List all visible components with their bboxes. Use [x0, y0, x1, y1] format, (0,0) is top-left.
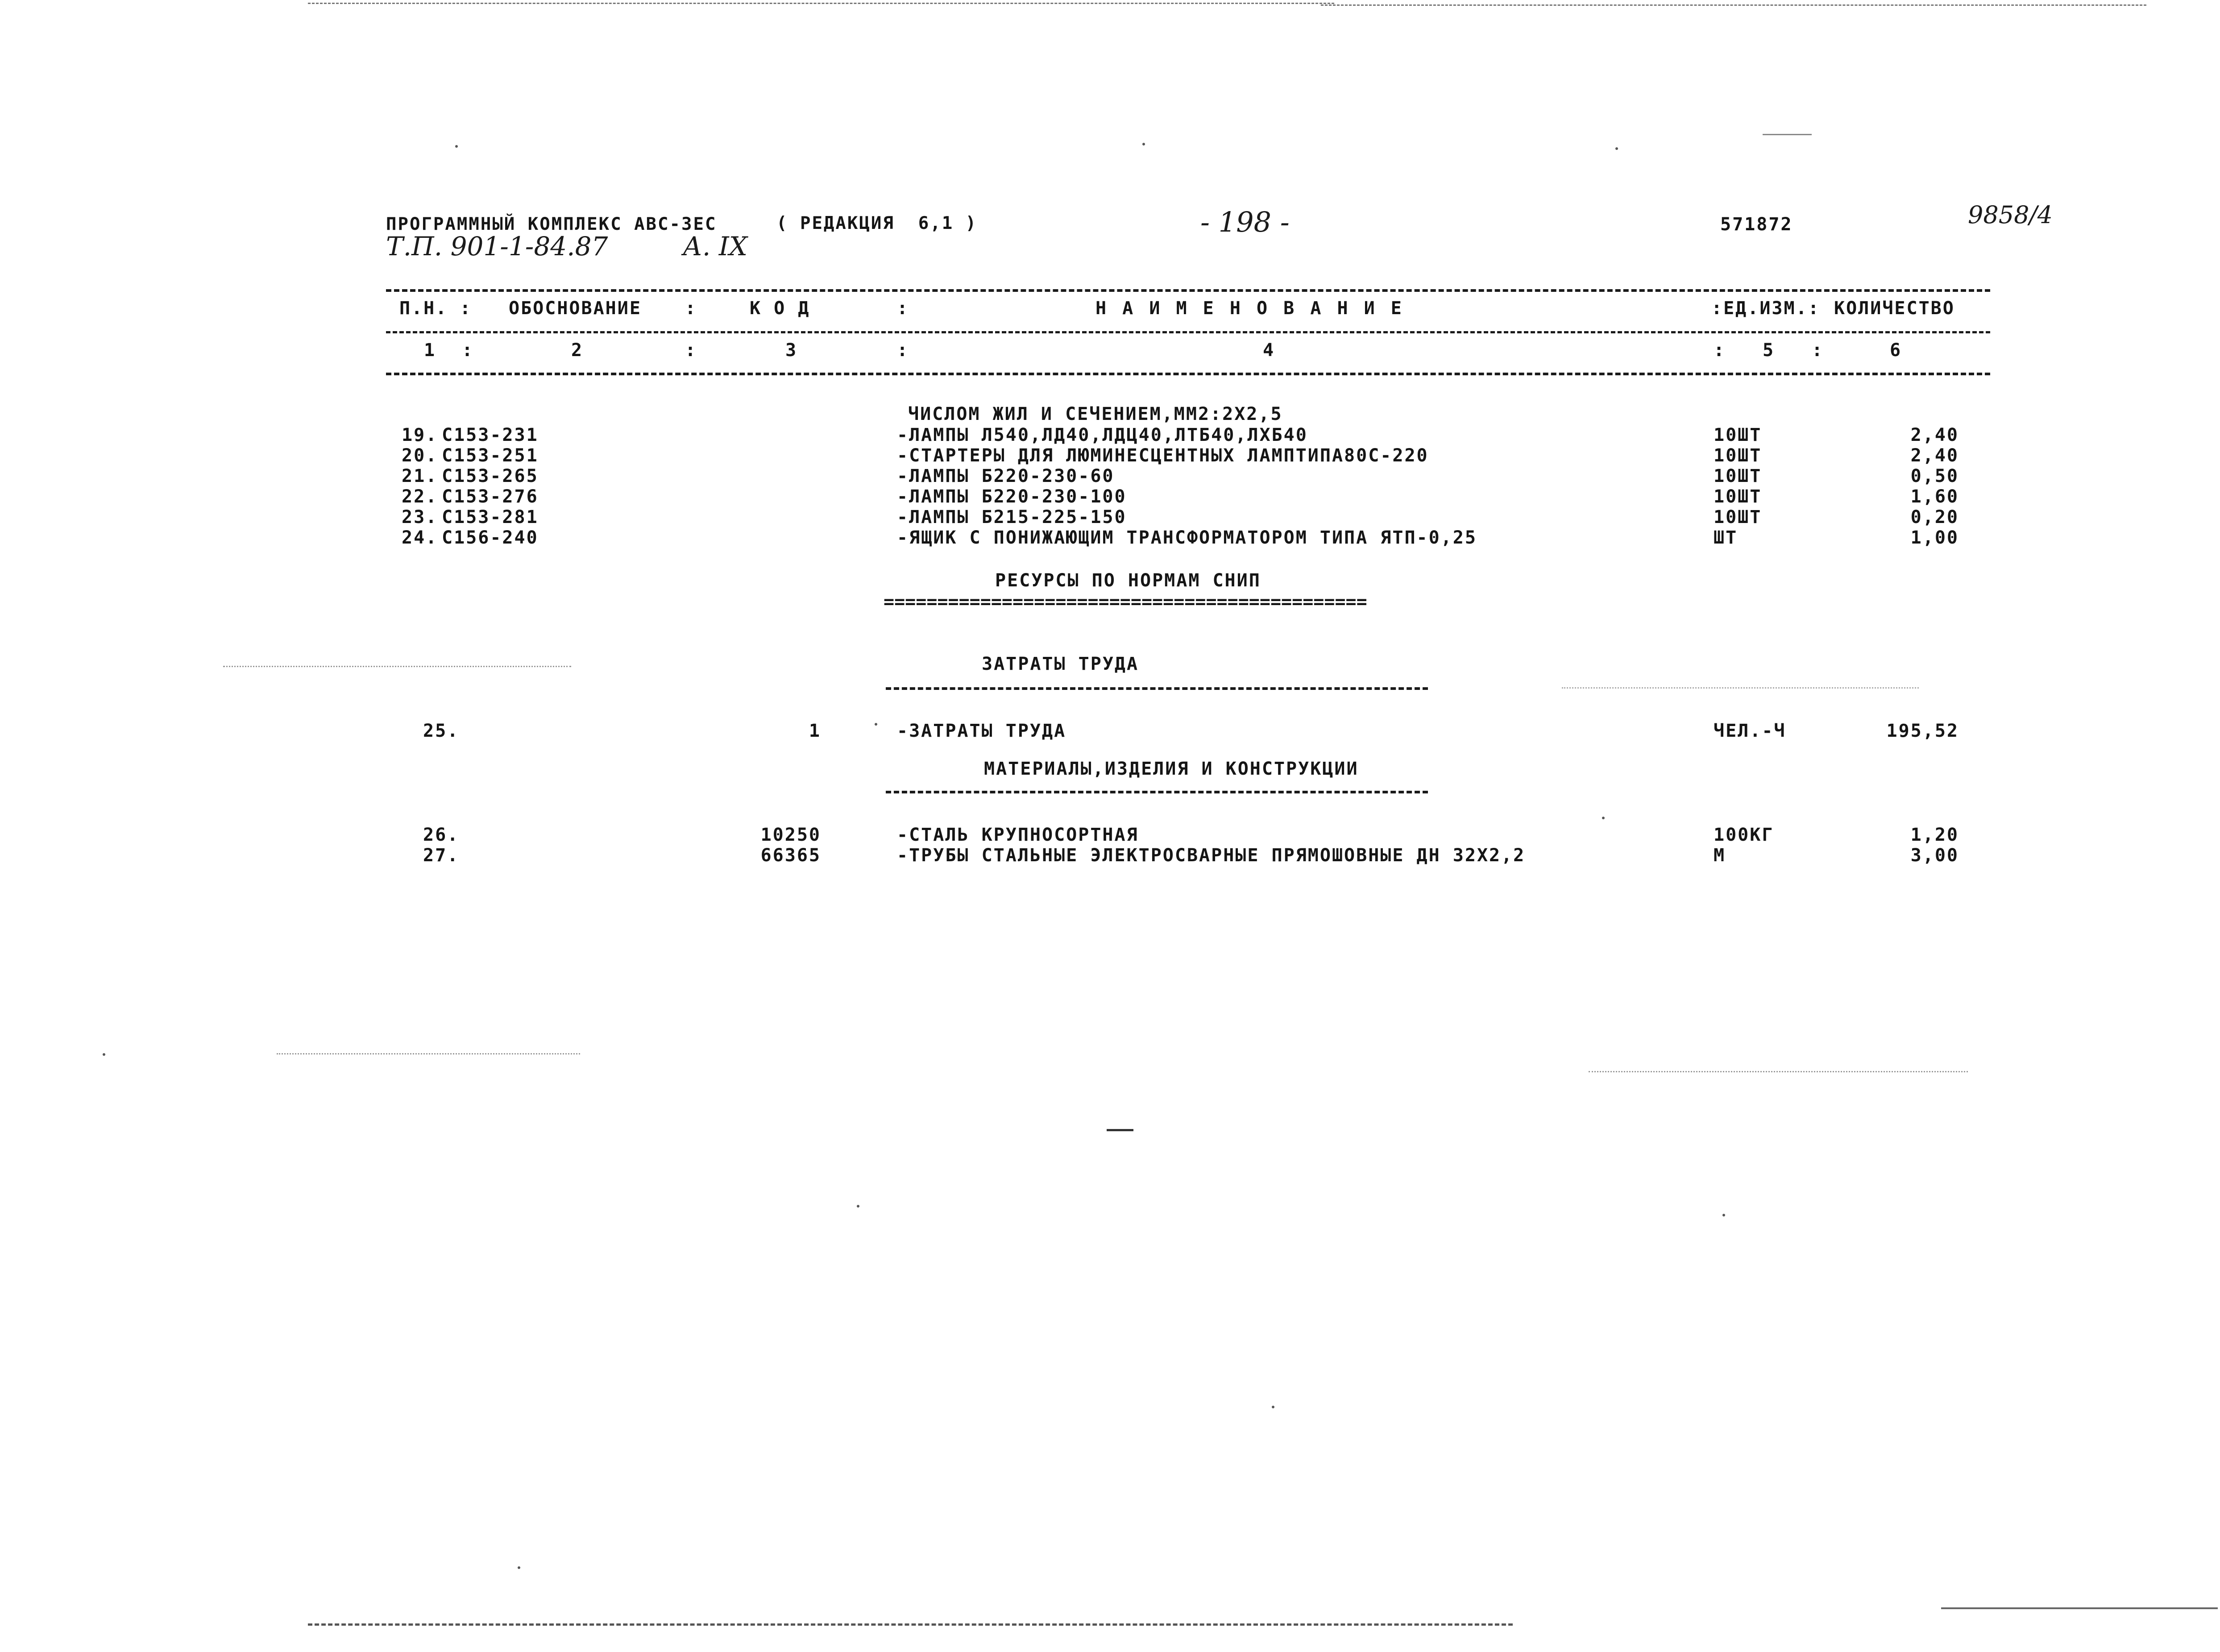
col-number-4: 4: [1263, 340, 1275, 361]
labor-section-rule: [886, 687, 1428, 690]
row-20-qty: 2,40: [1910, 445, 1959, 466]
col-code-header: К О Д: [750, 298, 810, 319]
row-27-code: 66365: [760, 845, 821, 866]
row-24-pn: 24.: [402, 527, 438, 548]
header-rule-bottom: [386, 373, 1990, 376]
row-27-qty: 3,00: [1910, 845, 1959, 866]
scan-artifact: [1589, 1071, 1968, 1072]
row-22-basis: С153-276: [442, 486, 539, 507]
row-20-basis: С153-251: [442, 445, 539, 466]
scan-speck: [518, 1566, 520, 1569]
scan-speck: [857, 1205, 859, 1208]
row-26-name: -СТАЛЬ КРУПНОСОРТНАЯ: [897, 825, 1139, 845]
row-22-unit: 10ШТ: [1714, 486, 1762, 507]
scan-artifact: [308, 1623, 1513, 1626]
col-separator: :: [897, 340, 909, 361]
row-19-name: -ЛАМПЫ Л540,ЛД40,ЛДЦ40,ЛТБ40,ЛХБ40: [897, 425, 1308, 445]
row-23-pn: 23.: [402, 507, 438, 527]
col-separator: :: [685, 340, 697, 361]
row-25-unit: ЧЕЛ.-Ч: [1714, 721, 1786, 741]
scan-artifact: [1941, 1607, 2218, 1609]
scan-speck: [455, 145, 458, 148]
project-number-handwritten: Т.П. 901-1-84.87: [386, 231, 608, 261]
row-19-pn: 19.: [402, 425, 438, 445]
row-24-qty: 1,00: [1910, 527, 1959, 548]
scan-speck: [1615, 147, 1618, 150]
row-19-unit: 10ШТ: [1714, 425, 1762, 445]
col-number-1: 1: [424, 340, 436, 361]
col-number-5: 5: [1763, 340, 1775, 361]
col-qty-header: КОЛИЧЕСТВО: [1834, 298, 1955, 319]
program-name: ПРОГРАММНЫЙ КОМПЛЕКС АВС-3ЕС: [386, 214, 717, 234]
scan-artifact: [1321, 4, 2146, 6]
scan-artifact: [1763, 134, 1812, 135]
sheet-number-handwritten: 9858/4: [1968, 201, 2053, 229]
row-24-basis: С156-240: [442, 527, 539, 548]
col-separator: :: [685, 298, 697, 319]
col-separator: :: [1714, 340, 1726, 361]
scan-speck: [1722, 1214, 1725, 1216]
row-26-unit: 100КГ: [1714, 825, 1774, 845]
row-26-code: 10250: [760, 825, 821, 845]
row-21-pn: 21.: [402, 466, 438, 486]
scan-artifact: [1562, 687, 1919, 689]
row-24-name: -ЯЩИК С ПОНИЖАЮЩИМ ТРАНСФОРМАТОРОМ ТИПА ЯТП-0,25: [897, 527, 1477, 548]
edition-label: ( РЕДАКЦИЯ 6,1 ): [776, 213, 978, 233]
labor-section-title: ЗАТРАТЫ ТРУДА: [982, 654, 1139, 674]
continuation-line: ЧИСЛОМ ЖИЛ И СЕЧЕНИЕМ,ММ2:2Х2,5: [908, 404, 1283, 424]
scan-artifact: [308, 3, 1334, 4]
row-22-name: -ЛАМПЫ Б220-230-100: [897, 486, 1127, 507]
scan-artifact: [1107, 1129, 1133, 1131]
col-number-3: 3: [785, 340, 798, 361]
resources-title: РЕСУРСЫ ПО НОРМАМ СНИП: [995, 570, 1261, 591]
row-20-unit: 10ШТ: [1714, 445, 1762, 466]
row-21-basis: С153-265: [442, 466, 539, 486]
row-21-name: -ЛАМПЫ Б220-230-60: [897, 466, 1115, 486]
col-separator: :: [462, 340, 474, 361]
resources-underline: =============================================: [884, 592, 1367, 612]
col-number-2: 2: [571, 340, 584, 361]
row-21-unit: 10ШТ: [1714, 466, 1762, 486]
row-22-pn: 22.: [402, 486, 438, 507]
col-separator: :: [897, 298, 909, 319]
col-unit-header: :ЕД.ИЗМ.:: [1711, 298, 1820, 319]
scan-artifact: [223, 666, 571, 667]
col-name-header: Н А И М Е Н О В А Н И Е: [1095, 298, 1404, 319]
row-24-unit: ШТ: [1714, 527, 1738, 548]
row-19-qty: 2,40: [1910, 425, 1959, 445]
materials-section-rule: [886, 791, 1428, 793]
row-20-name: -СТАРТЕРЫ ДЛЯ ЛЮМИНЕСЦЕНТНЫХ ЛАМПТИПА80С-220: [897, 445, 1429, 466]
album-number-handwritten: А. IX: [683, 231, 747, 261]
col-number-6: 6: [1890, 340, 1902, 361]
row-22-qty: 1,60: [1910, 486, 1959, 507]
scan-speck: [1142, 143, 1145, 145]
scan-speck: [1272, 1406, 1274, 1408]
col-pn-header: П.Н. :: [399, 298, 472, 319]
page-number: - 198 -: [1200, 206, 1290, 238]
row-21-qty: 0,50: [1910, 466, 1959, 486]
row-25-qty: 195,52: [1886, 721, 1959, 741]
header-rule-middle: [386, 331, 1990, 333]
scan-artifact: [277, 1053, 580, 1054]
scan-speck: [1602, 817, 1605, 819]
row-26-pn: 26.: [423, 825, 460, 845]
row-27-name: -ТРУБЫ СТАЛЬНЫЕ ЭЛЕКТРОСВАРНЫЕ ПРЯМОШОВНЫЕ ДН 32Х2,2: [897, 845, 1526, 866]
row-19-basis: С153-231: [442, 425, 539, 445]
row-23-qty: 0,20: [1910, 507, 1959, 527]
row-26-qty: 1,20: [1910, 825, 1959, 845]
row-23-name: -ЛАМПЫ Б215-225-150: [897, 507, 1127, 527]
row-23-unit: 10ШТ: [1714, 507, 1762, 527]
row-25-code: 1: [809, 721, 821, 741]
row-25-pn: 25.: [423, 721, 460, 741]
col-basis-header: ОБОСНОВАНИЕ: [509, 298, 642, 319]
materials-section-title: МАТЕРИАЛЫ,ИЗДЕЛИЯ И КОНСТРУКЦИИ: [984, 759, 1359, 779]
row-23-basis: С153-281: [442, 507, 539, 527]
row-27-unit: М: [1714, 845, 1726, 866]
scan-speck: [103, 1053, 105, 1056]
row-20-pn: 20.: [402, 445, 438, 466]
scan-speck: [875, 723, 877, 726]
col-separator: :: [1812, 340, 1824, 361]
document-code: 571872: [1720, 214, 1793, 235]
row-25-name: -ЗАТРАТЫ ТРУДА: [897, 721, 1066, 741]
header-rule-top: [386, 289, 1990, 292]
row-27-pn: 27.: [423, 845, 460, 866]
